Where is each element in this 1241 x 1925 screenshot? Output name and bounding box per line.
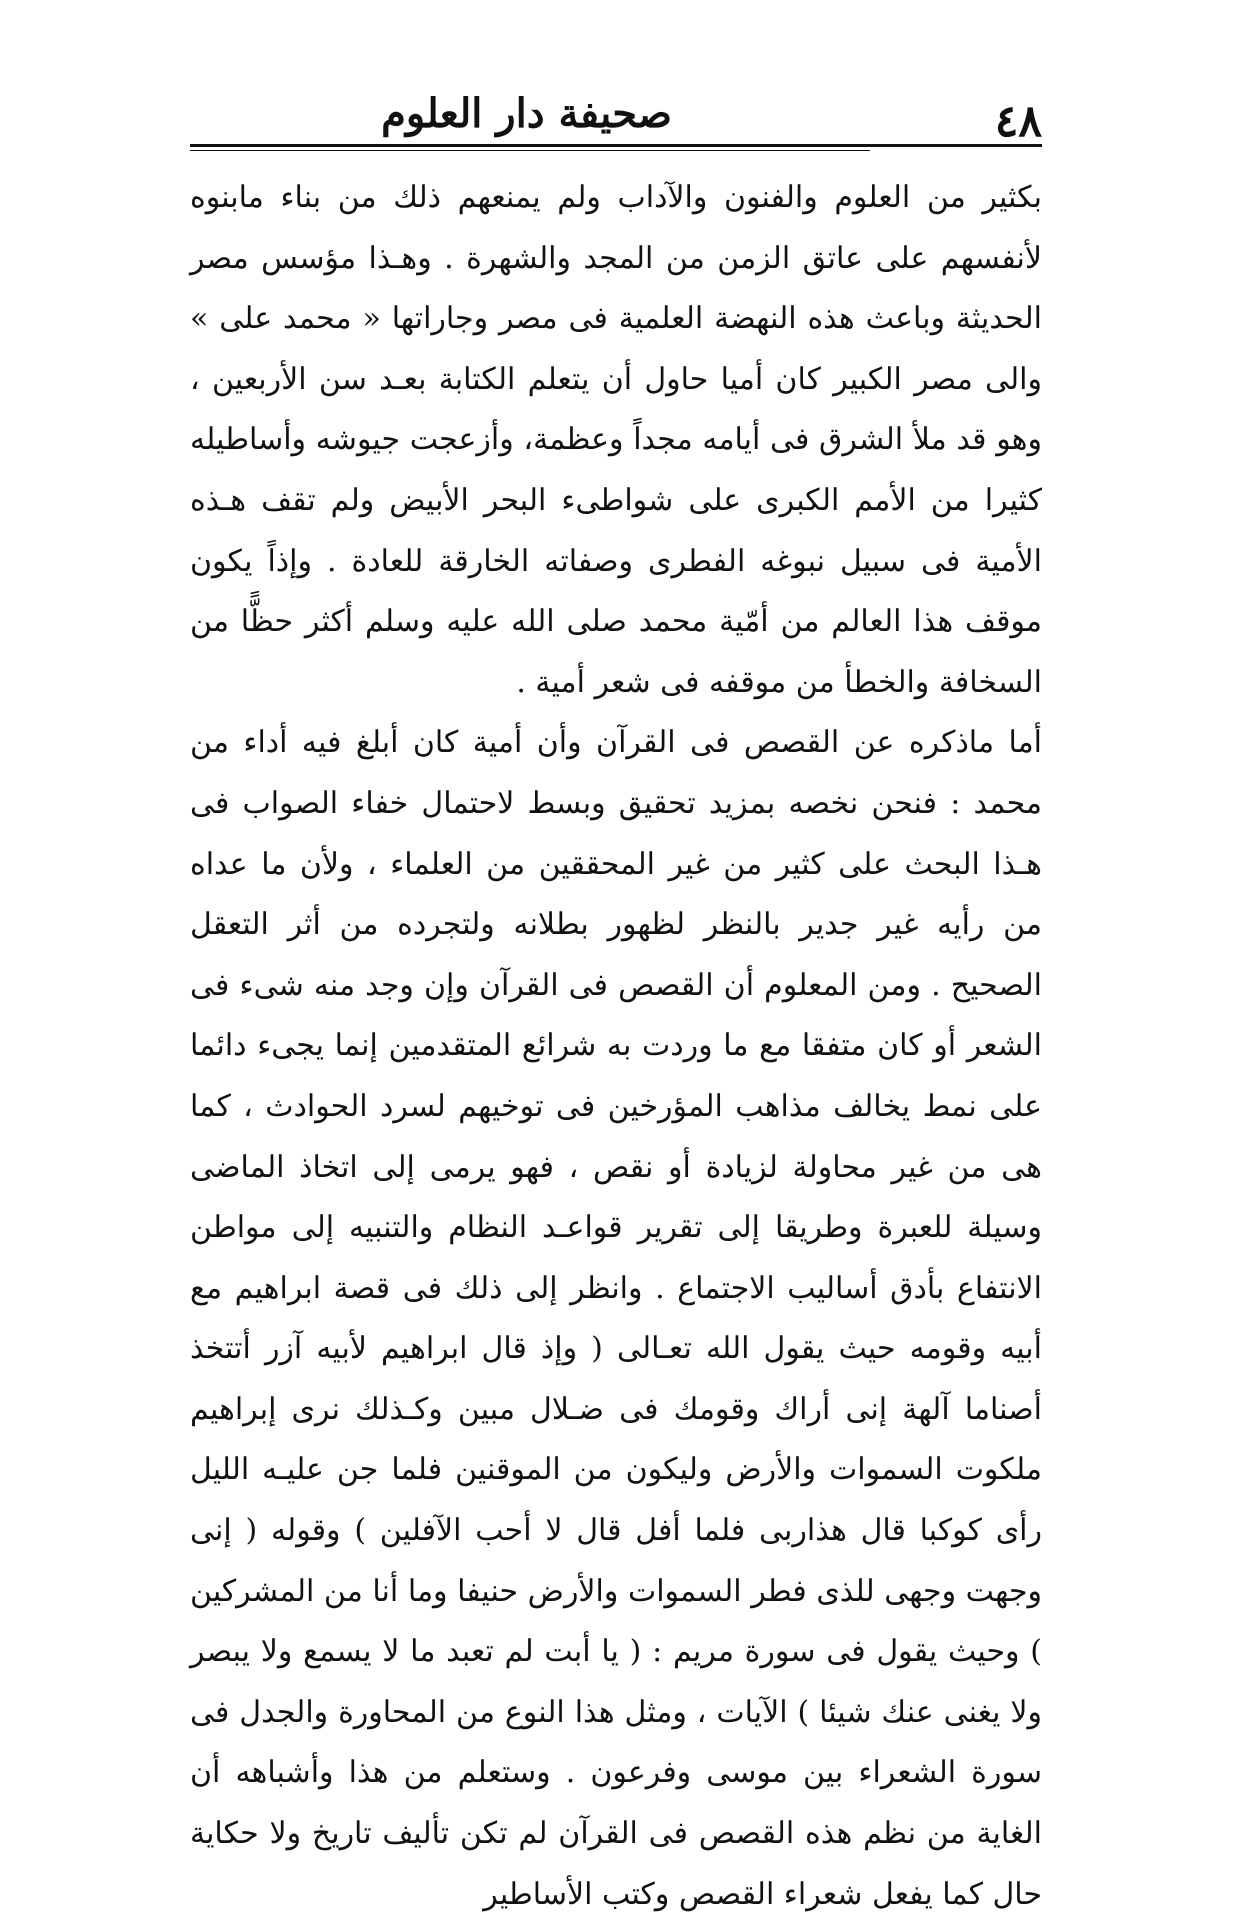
running-title: صحيفة دار العلوم xyxy=(381,90,672,137)
header-divider xyxy=(190,144,1042,147)
header-divider-thin xyxy=(190,150,870,151)
page-header xyxy=(190,86,1042,146)
paragraph-1: بكثير من العلوم والفنون والآداب ولم يمنعهم ذلك من بناء مابنوه لأنفسهم على عاتق الزمن من المجد والشهرة . وهـذا مؤسس مصر الحديثة وباعث هذه النهضة العلمية فى مصر وجاراتها « محمد على » والى مصر الكبير كان أميا حاول أن يتعلم الكتابة بعـد سن الأربعين ، وهو قد ملأ الشرق فى أيامه مجداً وعظمة، وأزعجت جيوشه وأساطيله كثيرا من الأمم الكبرى على شواطىء البحر الأبيض ولم تقف هـذه الأمية فى سبيل نبوغه الفطرى وصفاته الخارقة للعادة . وإذاً يكون موقف هذا العالم من أمّية محمد صلى الله عليه وسلم أكثر حظًّا من السخافة والخطأ من موقفه فى شعر أمية . xyxy=(190,180,1042,700)
body-text xyxy=(190,168,1042,1925)
page-number: ٤٨ xyxy=(994,96,1042,147)
paragraph-2: أما ماذكره عن القصص فى القرآن وأن أمية كان أبلغ فيه أداء من محمد : فنحن نخصه بمزيد تحقيق وبسط لاحتمال خفاء الصواب فى هـذا البحث على كثير من غير المحققين من العلماء ، ولأن ما عداه من رأيه غير جدير بالنظر لظهور بطلانه ولتجرده من أثر التعقل الصحيح . ومن المعلوم أن القصص فى القرآن وإن وجد منه شىء فى الشعر أو كان متفقا مع ما وردت به شرائع المتقدمين إنما يجىء دائما على نمط يخالف مذاهب المؤرخين فى توخيهم لسرد الحوادث ، كما هى من غير محاولة لزيادة أو نقص ، فهو يرمى إلى اتخاذ الماضى وسيلة للعبرة وطريقا إلى تقرير قواعـد النظام والتنبيه إلى مواطن الانتفاع بأدق أساليب الاجتماع . وانظر إلى ذلك فى قصة ابراهيم مع أبيه وقومه حيث يقول الله تعـالى ( وإذ قال ابراهيم لأبيه آزر أتتخذ أصناما آلهة إنى أراك وقومك فى ضـلال مبين وكـذلك نرى إبراهيم ملكوت السموات والأرض وليكون من الموقنين فلما جن عليـه الليل رأى كوكبا قال هذاربى فلما أفل قال لا أحب الآفلين ) وقوله ( إنى وجهت وجهى للذى فطر السموات والأرض حنيفا وما أنا من المشركين ) وحيث يقول فى سورة مريم : ( يا أبت لم تعبد ما لا يسمع ولا يبصر ولا يغنى عنك شيئا ) الآيات ، ومثل هذا النوع من المحاورة والجدل فى سورة الشعراء بين موسى وفرعون . وستعلم من هذا وأشباهه أن الغاية من نظم هذه القصص فى القرآن لم تكن تأليف تاريخ ولا حكاية حال كما يفعل شعراء القصص وكتب الأساطير xyxy=(190,725,1042,1912)
